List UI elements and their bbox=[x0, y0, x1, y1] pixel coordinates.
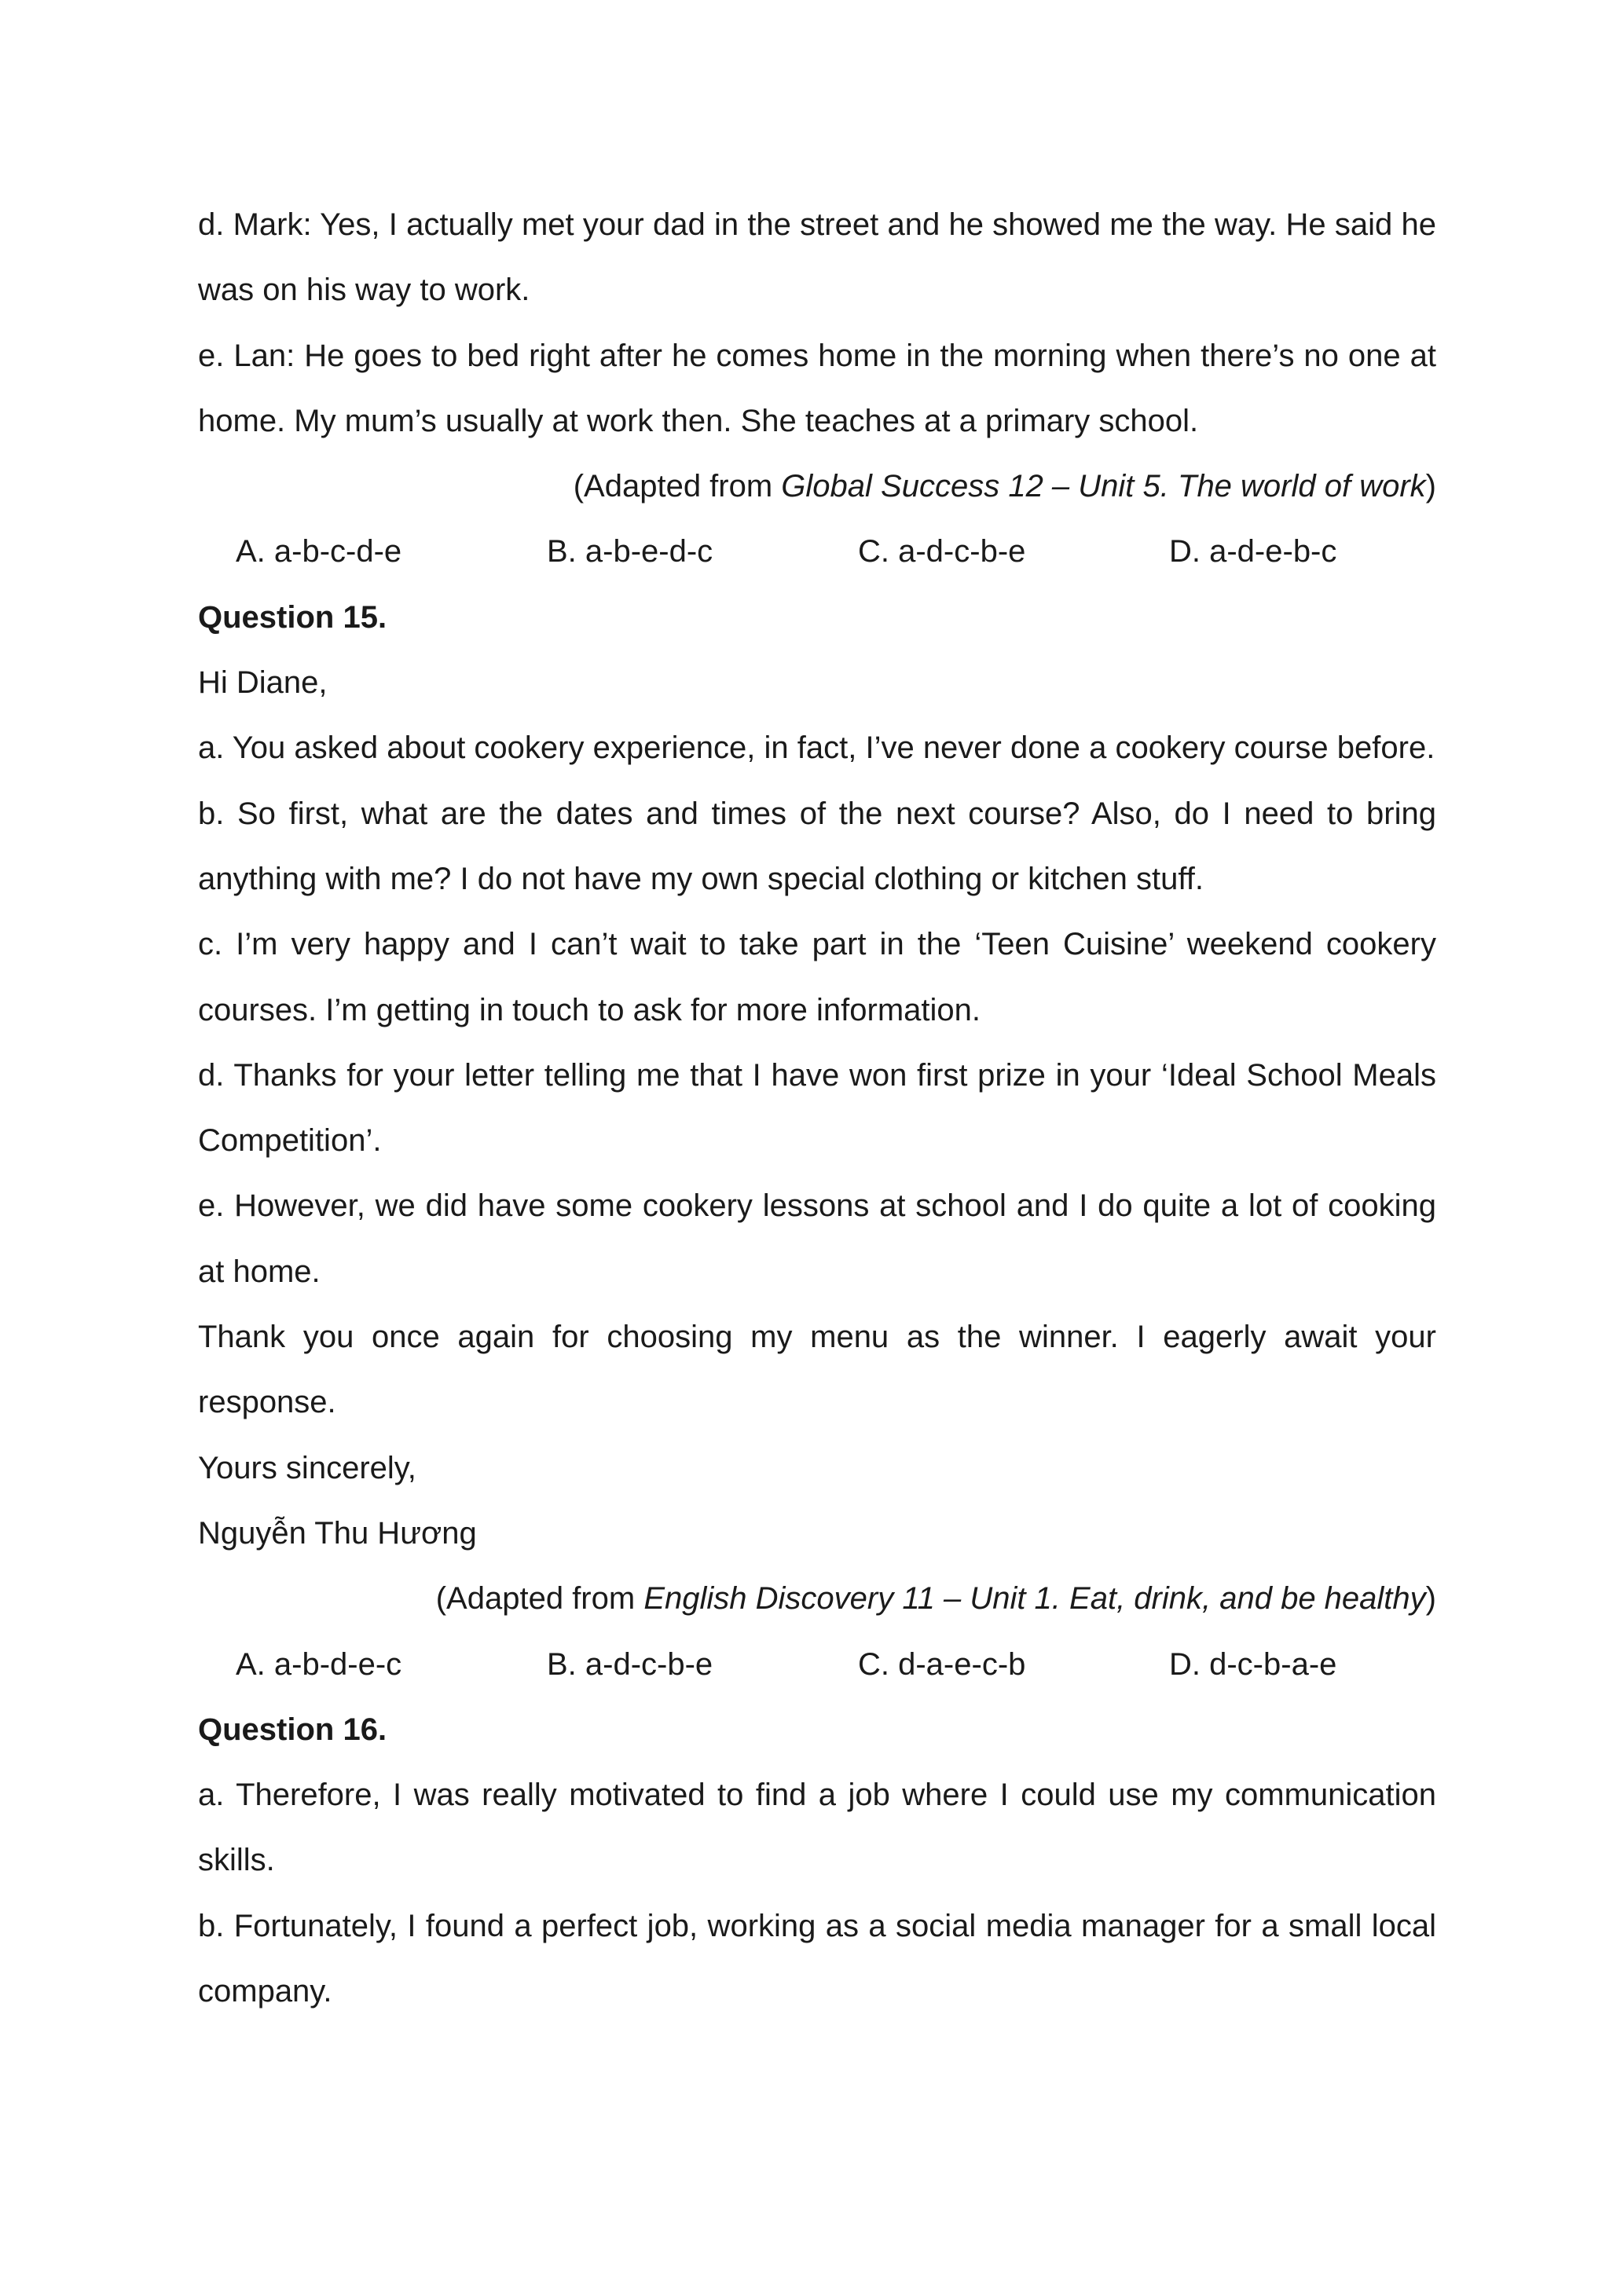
q15-title: Question 15. bbox=[198, 599, 387, 635]
q15-closing: Thank you once again for choosing my menu as the winner. I eagerly await your response. bbox=[198, 1320, 1436, 1420]
q15-line-d: d. Thanks for your letter telling me that I have won first prize in your ‘Ideal School Meals Competition’. bbox=[198, 1057, 1436, 1159]
q14-line-d: d. Mark: Yes, I actually met your dad in the street and he showed me the way. He said he was on his way to work. bbox=[198, 207, 1436, 308]
q14-option-c: C. a-d-c-b-e bbox=[858, 534, 1026, 569]
q15-option-b: B. a-d-c-b-e bbox=[547, 1646, 713, 1682]
q15-line-a: a. You asked about cookery experience, in fact, I’ve never done a cookery course before. bbox=[198, 731, 1435, 766]
q15-line-b: b. So first, what are the dates and times of the next course? Also, do I need to bring anything with me? I do not have my own special clothing or kitchen stuff. bbox=[198, 796, 1436, 896]
q16-line-a: a. Therefore, I was really motivated to find a job where I could use my communication skills. bbox=[198, 1778, 1436, 1878]
q14-option-b: B. a-b-e-d-c bbox=[547, 534, 713, 569]
q15-options bbox=[198, 1632, 1436, 1697]
q15-option-d: D. d-c-b-a-e bbox=[1169, 1646, 1337, 1682]
q15-option-a: A. a-b-d-e-c bbox=[236, 1646, 402, 1682]
q16-line-b: b. Fortunately, I found a perfect job, working as a social media manager for a small local company. bbox=[198, 1908, 1436, 2009]
q15-signature: Nguyễn Thu Hương bbox=[198, 1515, 477, 1551]
document-page bbox=[198, 192, 1436, 2024]
q14-option-a: A. a-b-c-d-e bbox=[236, 534, 402, 569]
q15-option-c: C. d-a-e-c-b bbox=[858, 1646, 1026, 1682]
q15-signoff: Yours sincerely, bbox=[198, 1450, 416, 1485]
q15-greeting: Hi Diane, bbox=[198, 665, 328, 701]
q15-source: (Adapted from English Discovery 11 – Unit 1. Eat, drink, and be healthy) bbox=[435, 1581, 1436, 1617]
q14-options bbox=[198, 519, 1436, 584]
q15-line-e: e. However, we did have some cookery lessons at school and I do quite a lot of cooking at home. bbox=[198, 1188, 1436, 1289]
q14-line-e: e. Lan: He goes to bed right after he comes home in the morning when there’s no one at home. My mum’s usually at work then. She teaches at a primary school. bbox=[198, 338, 1436, 438]
q14-source: (Adapted from Global Success 12 – Unit 5. The world of work) bbox=[573, 469, 1436, 504]
q15-line-c: c. I’m very happy and I can’t wait to take part in the ‘Teen Cuisine’ weekend cookery courses. I’m getting in touch to ask for more information. bbox=[198, 927, 1436, 1027]
q14-option-d: D. a-d-e-b-c bbox=[1169, 534, 1337, 569]
q16-title: Question 16. bbox=[198, 1712, 387, 1747]
